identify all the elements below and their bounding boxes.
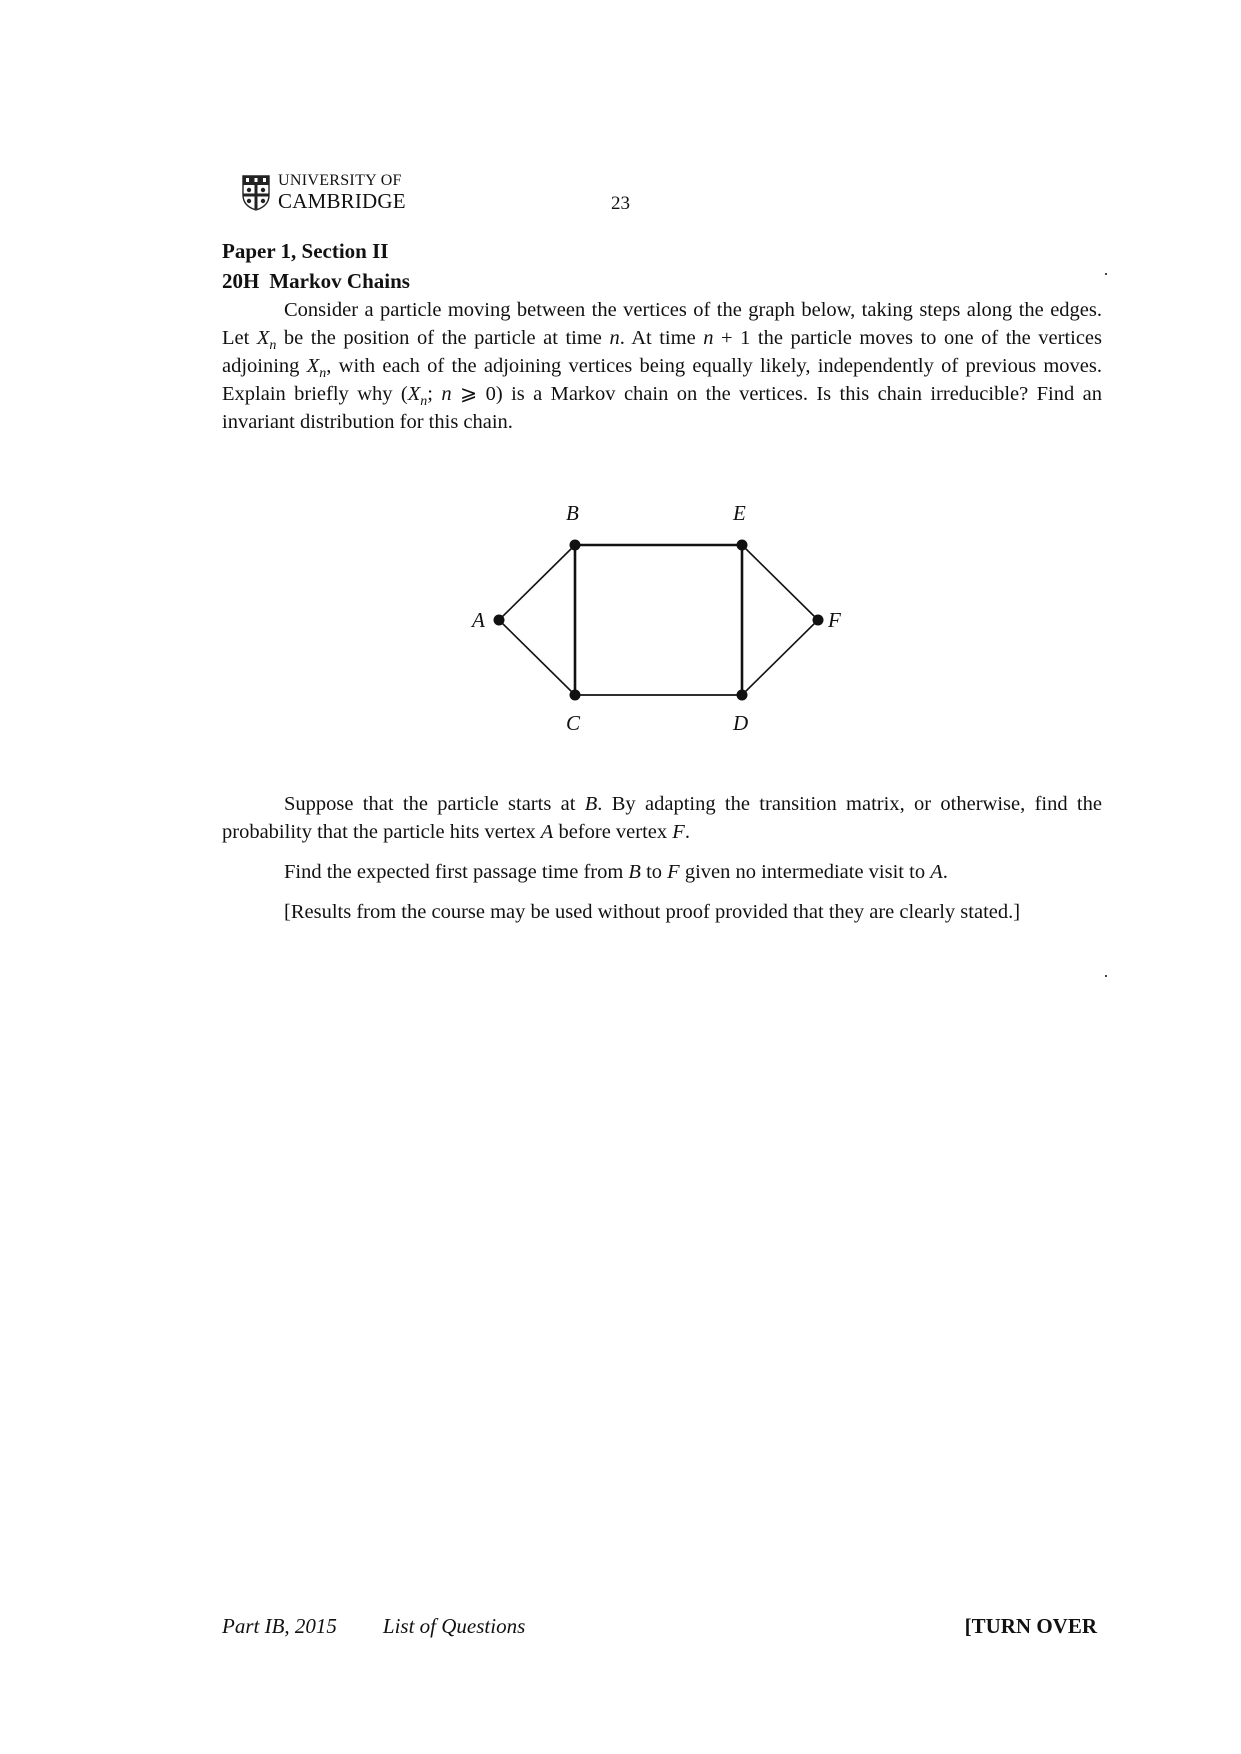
graph-svg: [450, 490, 850, 750]
edge-E-F: [742, 545, 818, 620]
question-paragraph-4: [Results from the course may be used without proof provided that they are clearly stated.]: [284, 901, 1021, 923]
question-paragraph-1: Consider a particle moving between the vertices of the graph below, taking steps along the edges. Let $X_n$ be the position of the particle at time n. At time n + 1 the particle moves to one of the vertices adjoining $X_n$, with each of the adjoining vertices being equally likely, independently of previous moves. Explain briefly why ($X_n$; n ⩾ 0) is a Markov chain on the vertices. Is this chain irreducible? Find an invariant distribution for this chain.: [222, 299, 1103, 433]
section-title: Paper 1, Section II: [222, 239, 389, 263]
question-paragraph-3: Find the expected first passage time from B to F given no intermediate visit to A.: [284, 861, 948, 883]
edge-A-B: [499, 545, 575, 620]
footer-left: [222, 1614, 525, 1639]
edge-A-C: [499, 620, 575, 695]
vertex-label-E: E: [733, 501, 746, 525]
footer-list: List of Questions: [382, 1614, 526, 1638]
vertex-label-F: F: [828, 608, 841, 632]
vertex-label-D: D: [733, 711, 749, 735]
vertex-label-C: C: [566, 711, 581, 735]
turn-over-label: [TURN OVER: [964, 1614, 1097, 1638]
footer-part: Part IB, 2015: [222, 1614, 337, 1638]
question-content: [222, 236, 1102, 436]
vertex-E: [737, 540, 748, 551]
question-heading: [222, 266, 1102, 296]
page-number: 23: [611, 193, 630, 214]
vertex-D: [737, 690, 748, 701]
logo-line-2: CAMBRIDGE: [278, 189, 406, 213]
logo-line-1: UNIVERSITY OF: [278, 172, 402, 189]
question-content-lower: [222, 790, 1102, 926]
edge-D-F: [742, 620, 818, 695]
vertex-label-B: B: [566, 501, 579, 525]
markov-graph-figure: [450, 490, 850, 750]
vertex-label-A: A: [472, 608, 485, 632]
question-title: Markov Chains: [269, 269, 410, 293]
question-paragraph-2: Suppose that the particle starts at B. By adapting the transition matrix, or otherwise, find the probability that the particle hits vertex A before vertex F.: [222, 793, 1102, 843]
vertex-C: [570, 690, 581, 701]
question-number: 20H: [222, 269, 260, 293]
vertex-A: [494, 615, 505, 626]
scan-dot: [1105, 975, 1107, 977]
vertex-B: [570, 540, 581, 551]
scan-dot: [1105, 273, 1107, 275]
vertex-F: [813, 615, 824, 626]
